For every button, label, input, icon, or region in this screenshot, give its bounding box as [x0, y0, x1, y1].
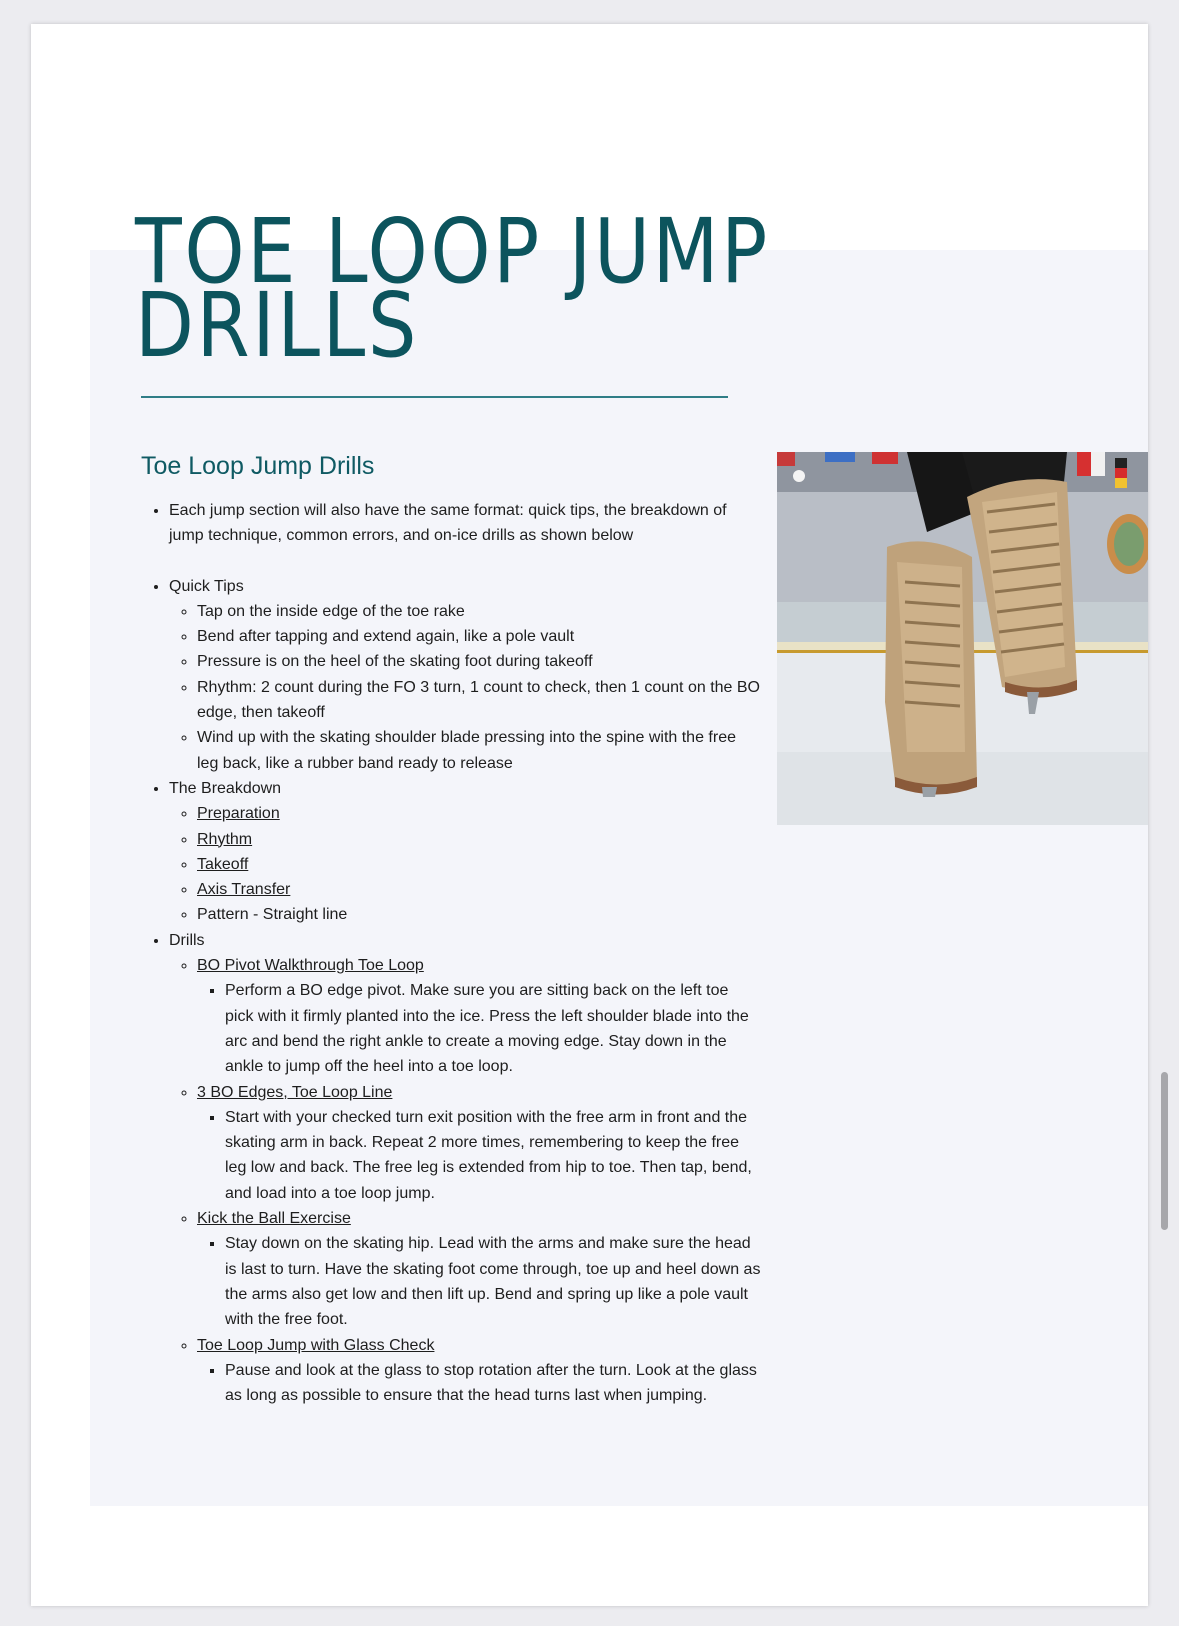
quick-tips-list: [169, 599, 761, 776]
drill-item: [197, 1080, 761, 1206]
quick-tips-item: [169, 574, 761, 776]
drill-description: ▪ Perform a BO edge pivot. Make sure you are sitting back on the left toe pick with it firmly planted into the ice. Press the left shoulder blade into the arc and bend the right ankle to create a moving edge. Stay down in the ankle to jump off the heel into a toe loop.: [225, 978, 761, 1079]
list-item: ◦ Rhythm: 2 count during the FO 3 turn, 1 count to check, then 1 count on the BO edge, then takeoff: [197, 675, 761, 726]
document-page: [31, 24, 1148, 1606]
drill-description: ▪ Pause and look at the glass to stop rotation after the turn. Look at the glass as long as possible to ensure that the head turns last when jumping.: [225, 1358, 761, 1409]
drill-item: [197, 1333, 761, 1409]
list-item: [197, 801, 761, 826]
drill-detail-list: [197, 1231, 761, 1332]
intro-item: • Each jump section will also have the same format: quick tips, the breakdown of jump technique, common errors, and on-ice drills as shown below: [169, 498, 761, 549]
drills-list: [169, 953, 761, 1408]
preparation-link[interactable]: Preparation: [197, 805, 280, 823]
quick-tips-label: Quick Tips: [169, 577, 244, 595]
breakdown-list: [169, 801, 761, 927]
drills-label: Drills: [169, 931, 205, 949]
drill-detail-list: [197, 1105, 761, 1206]
takeoff-link[interactable]: Takeoff: [197, 855, 249, 873]
ice-skates-photo: [777, 452, 1148, 825]
title-divider: [141, 396, 728, 398]
drill-detail-list: [197, 978, 761, 1079]
list-item: ◦ Pressure is on the heel of the skating foot during takeoff: [197, 649, 761, 674]
document-title: TOE LOOP JUMP DRILLS: [135, 199, 770, 377]
drill-link-bo-pivot[interactable]: BO Pivot Walkthrough Toe Loop: [197, 957, 424, 975]
drill-link-3-bo-edges[interactable]: 3 BO Edges, Toe Loop Line: [197, 1083, 393, 1101]
drill-description: ▪ Stay down on the skating hip. Lead with the arms and make sure the head is last to turn. Have the skating foot come through, toe up and heel down as the arms also get low and then lift up. Bend and spring up like a pole vault with the free foot.: [225, 1231, 761, 1332]
list-item: ◦ Bend after tapping and extend again, like a pole vault: [197, 624, 761, 649]
drill-detail-list: [197, 1358, 761, 1409]
rhythm-link[interactable]: Rhythm: [197, 830, 253, 848]
drill-item: [197, 1206, 761, 1332]
main-list: [141, 498, 761, 1408]
list-item: [197, 877, 761, 902]
vertical-scrollbar[interactable]: [1161, 1072, 1168, 1230]
breakdown-item: [169, 776, 761, 928]
list-item: ◦ Pattern - Straight line: [197, 902, 761, 927]
section-body: [141, 498, 761, 1408]
drills-item: [169, 928, 761, 1409]
breakdown-label: The Breakdown: [169, 779, 282, 797]
drill-link-kick-the-ball[interactable]: Kick the Ball Exercise: [197, 1210, 351, 1228]
list-item: ◦ Tap on the inside edge of the toe rake: [197, 599, 761, 624]
list-item: [197, 852, 761, 877]
drill-description: ▪ Start with your checked turn exit position with the free arm in front and the skating arm in back. Repeat 2 more times, remembering to keep the free leg low and back. The free leg is extended from hip to toe. Then tap, bend, and load into a toe loop jump.: [225, 1105, 761, 1206]
list-item: ◦ Wind up with the skating shoulder blade pressing into the spine with the free leg back, like a rubber band ready to release: [197, 725, 761, 776]
drill-link-glass-check[interactable]: Toe Loop Jump with Glass Check: [197, 1336, 435, 1354]
list-item: [197, 827, 761, 852]
section-heading: Toe Loop Jump Drills: [141, 452, 375, 480]
ice-skates-illustration: [777, 452, 1148, 825]
axis-transfer-link[interactable]: Axis Transfer: [197, 881, 291, 899]
drill-item: [197, 953, 761, 1079]
